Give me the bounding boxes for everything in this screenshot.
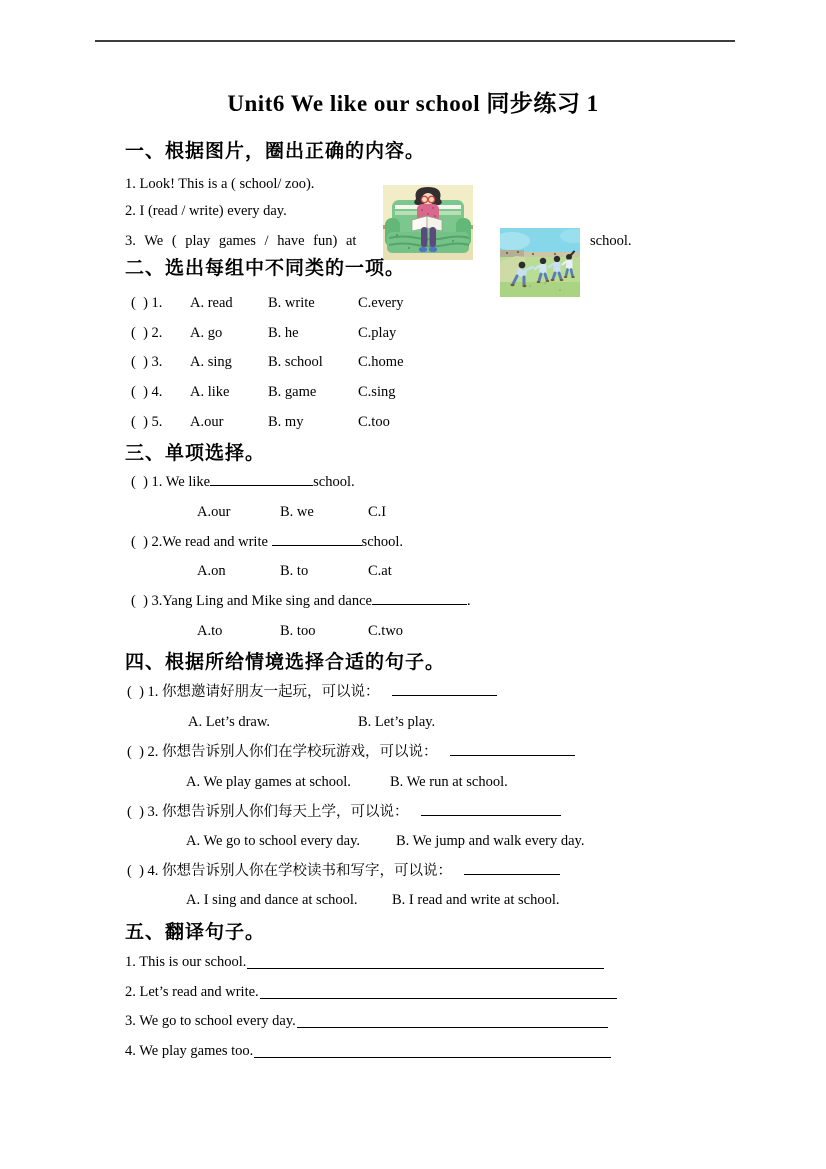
question-tail: school. <box>361 534 404 550</box>
choice-options-1 <box>0 502 826 522</box>
children-playing-illustration <box>500 228 580 297</box>
answer-parens: ( ) 1. <box>131 295 163 311</box>
odd-one-out-row-3 <box>0 352 826 372</box>
situation-options-2 <box>0 772 826 792</box>
translation-row-4 <box>125 1041 611 1061</box>
option-b: B. to <box>280 563 309 579</box>
option-c: C.sing <box>358 384 396 400</box>
option-b: B. game <box>268 384 317 400</box>
question-tail: school. <box>313 474 355 490</box>
option-b: B. I read and write at school. <box>392 892 560 908</box>
answer-line <box>297 1026 608 1028</box>
odd-one-out-row-5 <box>0 412 826 432</box>
answer-line <box>254 1056 611 1058</box>
situation-question-2 <box>127 742 575 762</box>
answer-blank <box>372 592 467 605</box>
answer-parens: ( ) 3. <box>131 354 163 370</box>
children-playing-svg <box>500 228 580 297</box>
section-one-item-2: 2. I (read / write) every day. <box>125 203 287 219</box>
situation-options-1 <box>0 712 826 732</box>
option-a: A.to <box>197 623 223 639</box>
situation-question-1 <box>127 682 497 702</box>
option-a: A. sing <box>190 354 232 370</box>
section-one-item-3: 3. We ( play games / have fun) at <box>125 233 357 249</box>
answer-parens: ( ) 2. <box>131 325 163 341</box>
option-c: C.I <box>368 504 387 520</box>
section-one-item-1: 1. Look! This is a ( school/ zoo). <box>125 176 315 192</box>
option-a: A. We play games at school. <box>186 774 351 790</box>
odd-one-out-row-4 <box>0 382 826 402</box>
sentence-to-translate: 3. We go to school every day. <box>125 1013 296 1029</box>
question-lead: ( ) 3.Yang Ling and Mike sing and dance <box>131 593 372 609</box>
answer-blank <box>450 743 575 756</box>
option-a: A. like <box>190 384 230 400</box>
sentence-to-translate: 1. This is our school. <box>125 954 247 970</box>
answer-blank <box>464 862 560 875</box>
translation-row-2 <box>125 982 617 1002</box>
section-one-item-3-tail: school. <box>590 233 632 249</box>
option-a: A.on <box>197 563 226 579</box>
section-three-heading: 三、单项选择。 <box>125 443 266 464</box>
option-a: A. go <box>190 325 223 341</box>
question-lead: ( ) 2.We read and write <box>131 534 272 550</box>
choice-question-3 <box>131 591 471 611</box>
answer-parens: ( ) 5. <box>131 414 163 430</box>
woman-reading-illustration <box>383 185 473 260</box>
situation-options-4 <box>0 890 826 910</box>
section-two-heading: 二、选出每组中不同类的一项。 <box>125 258 406 279</box>
option-b: B. school <box>268 354 323 370</box>
question-lead: ( ) 1. We like <box>131 474 211 490</box>
answer-blank <box>272 533 362 546</box>
answer-blank <box>421 803 561 816</box>
option-b: B. Let’s play. <box>358 714 436 730</box>
question-lead: ( ) 1. 你想邀请好朋友一起玩，可以说： <box>127 684 380 700</box>
odd-one-out-row-2 <box>0 323 826 343</box>
question-lead: ( ) 2. 你想告诉别人你们在学校玩游戏，可以说： <box>127 744 438 760</box>
option-b: B. too <box>280 623 316 639</box>
odd-one-out-row-1 <box>0 293 826 313</box>
top-divider-rule <box>95 40 735 42</box>
answer-blank <box>392 683 497 696</box>
option-a: A. Let’s draw. <box>188 714 271 730</box>
option-b: B. We run at school. <box>390 774 508 790</box>
option-c: C.too <box>358 414 390 430</box>
option-c: C.play <box>358 325 397 341</box>
option-b: B. we <box>280 504 314 520</box>
option-b: B. write <box>268 295 315 311</box>
sentence-to-translate: 4. We play games too. <box>125 1043 254 1059</box>
situation-question-3 <box>127 802 561 822</box>
answer-parens: ( ) 4. <box>131 384 163 400</box>
choice-question-2 <box>131 532 403 552</box>
section-four-heading: 四、根据所给情境选择合适的句子。 <box>125 652 446 673</box>
question-lead: ( ) 4. 你想告诉别人你在学校读书和写字，可以说： <box>127 863 453 879</box>
page-title: Unit6 We like our school 同步练习 1 <box>227 91 599 116</box>
option-c: C.every <box>358 295 404 311</box>
section-one-heading: 一、根据图片，圈出正确的内容。 <box>125 141 426 162</box>
option-a: A. read <box>190 295 233 311</box>
translation-row-1 <box>125 952 604 972</box>
option-a: A. I sing and dance at school. <box>186 892 358 908</box>
answer-line <box>260 997 617 999</box>
question-lead: ( ) 3. 你想告诉别人你们每天上学，可以说： <box>127 804 409 820</box>
choice-options-2 <box>0 561 826 581</box>
choice-question-1 <box>131 472 355 492</box>
situation-question-4 <box>127 861 560 881</box>
woman-reading-svg <box>383 185 473 260</box>
option-a: A.our <box>190 414 224 430</box>
option-a: A. We go to school every day. <box>186 833 360 849</box>
answer-line <box>247 967 604 969</box>
situation-options-3 <box>0 831 826 851</box>
option-c: C.home <box>358 354 404 370</box>
sentence-to-translate: 2. Let’s read and write. <box>125 984 259 1000</box>
translation-row-3 <box>125 1011 608 1031</box>
option-c: C.two <box>368 623 404 639</box>
choice-options-3 <box>0 621 826 641</box>
option-a: A.our <box>197 504 231 520</box>
option-c: C.at <box>368 563 392 579</box>
option-b: B. he <box>268 325 299 341</box>
question-tail: . <box>466 593 471 609</box>
option-b: B. We jump and walk every day. <box>396 833 585 849</box>
option-b: B. my <box>268 414 304 430</box>
answer-blank <box>210 473 313 486</box>
section-five-heading: 五、翻译句子。 <box>125 922 266 943</box>
